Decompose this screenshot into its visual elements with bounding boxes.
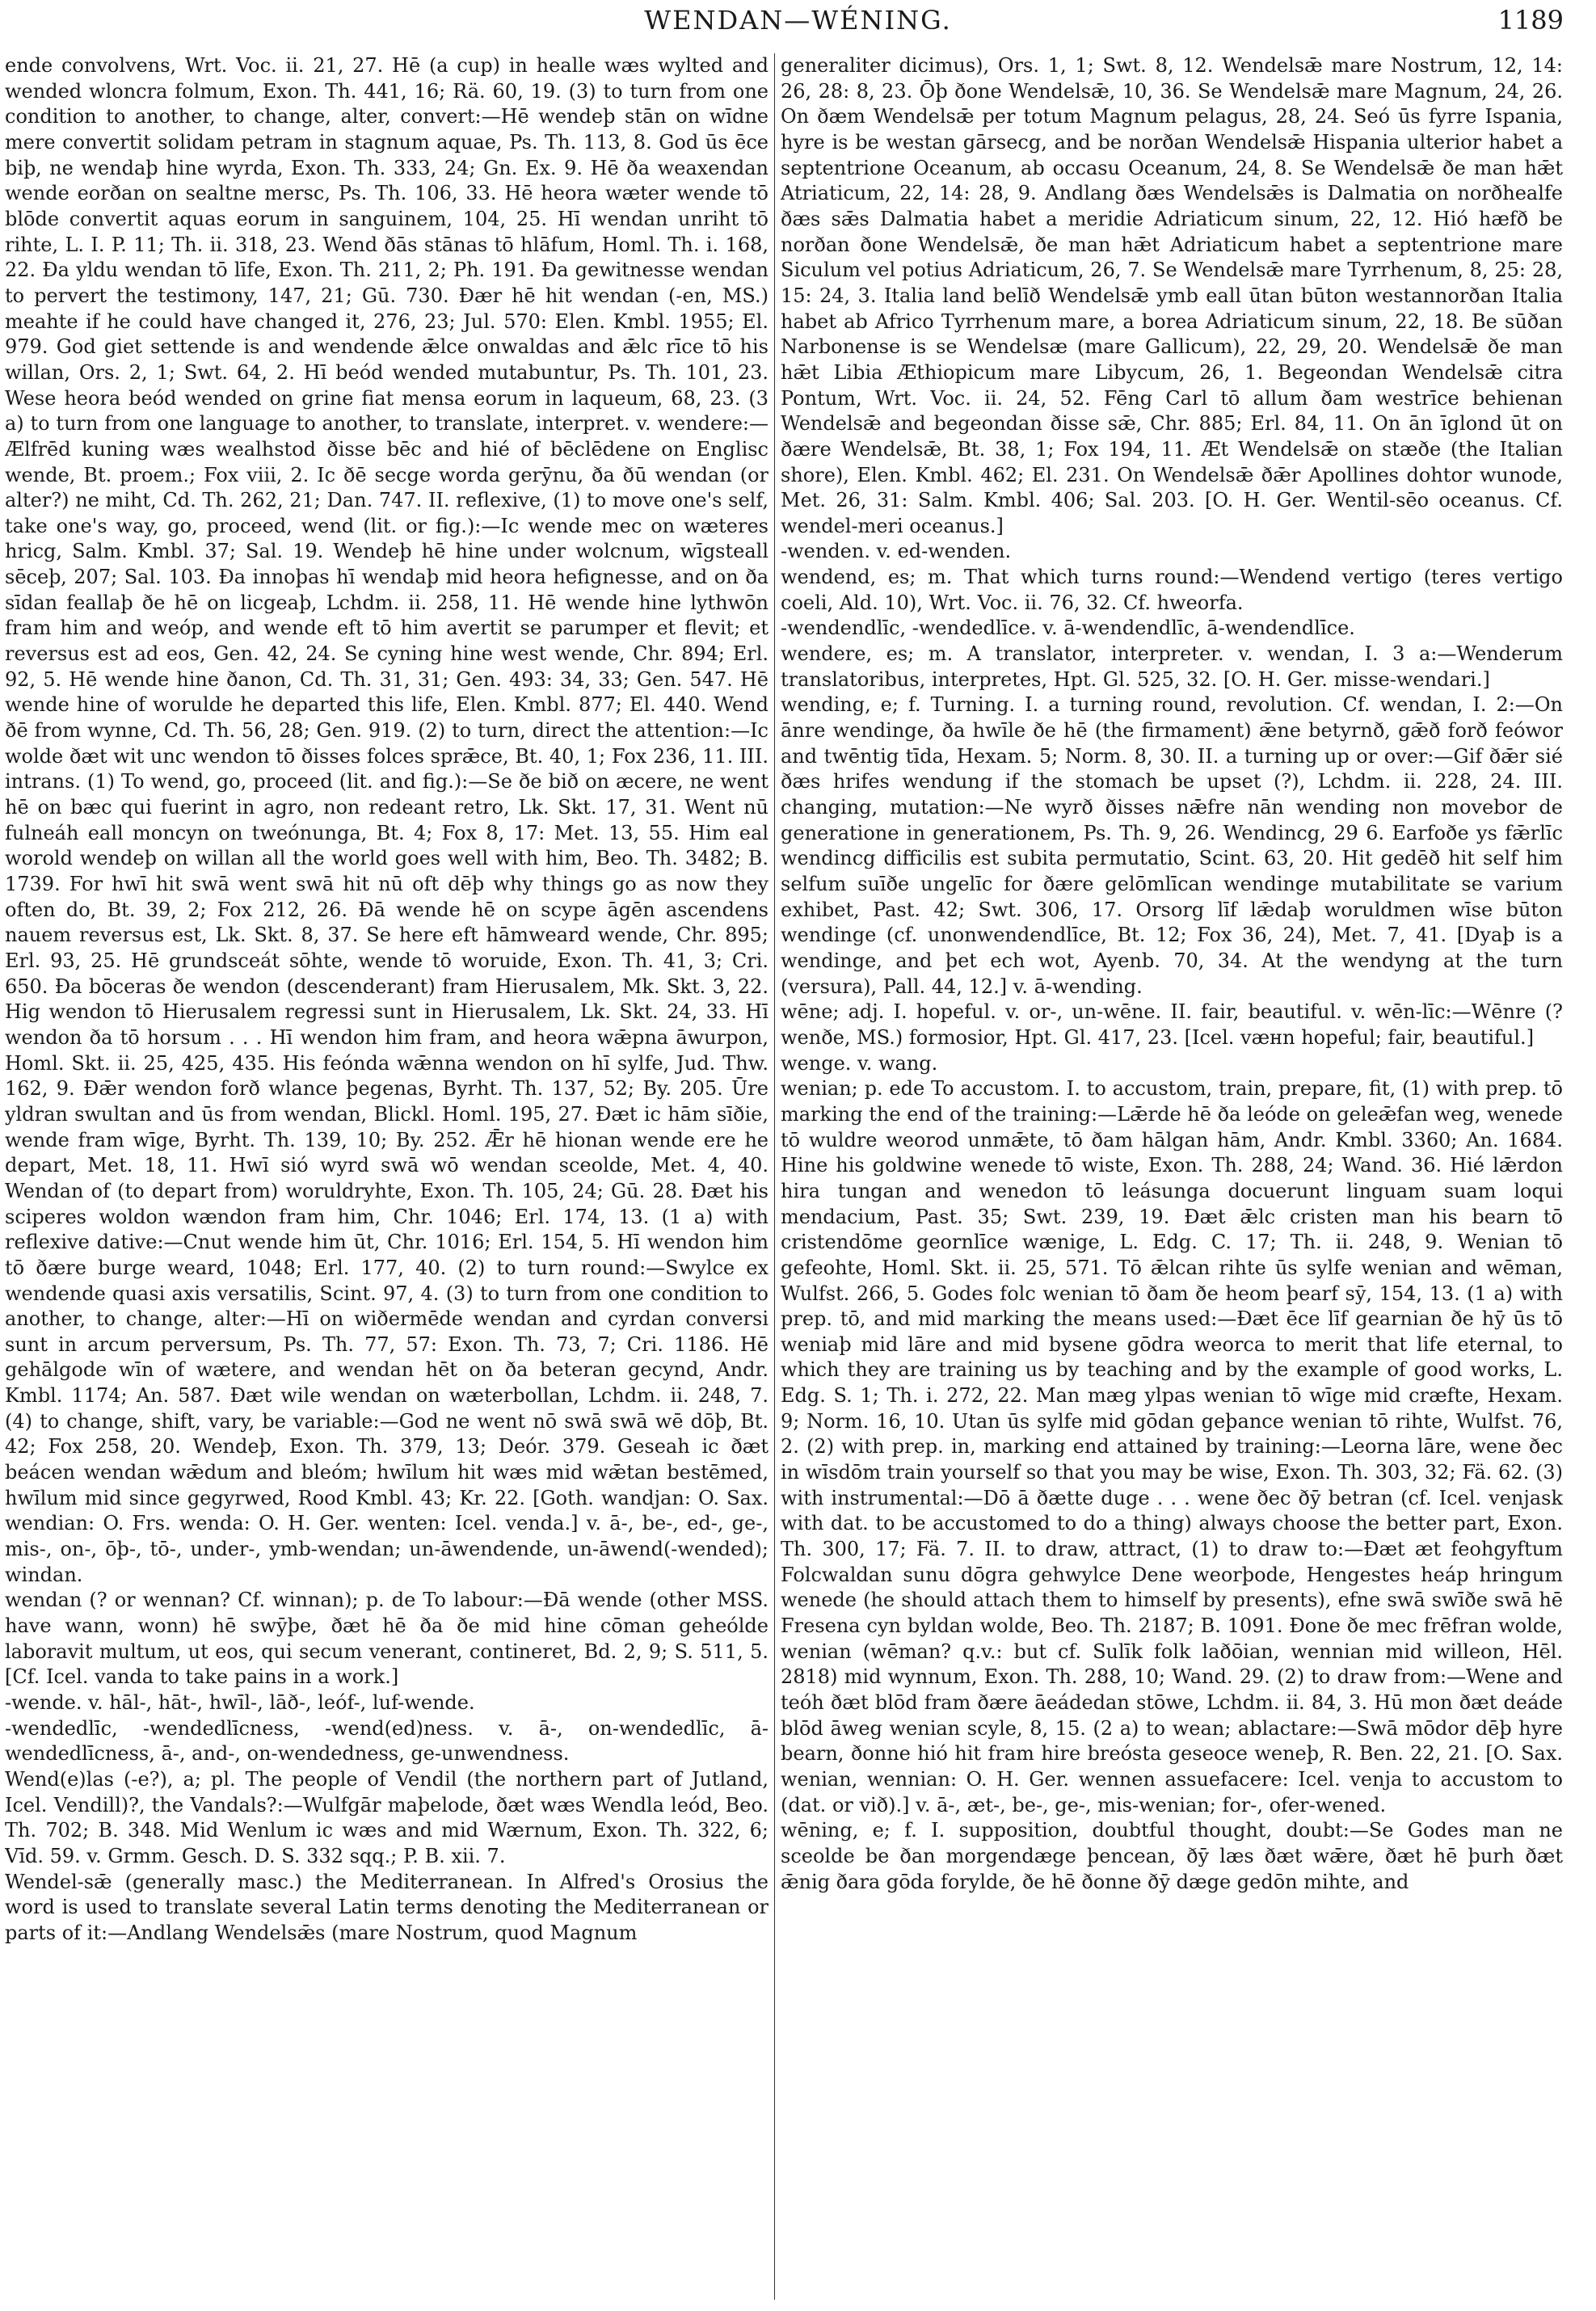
dictionary-entry: wendend, es; m. That which turns round:—Wendend vertigo (teres vertigo coeli, Ald. 10), Wrt. Voc. ii. 76, 32. Cf. hweorfa. <box>781 566 1563 614</box>
page-number: 1189 <box>1497 5 1564 36</box>
dictionary-entry: generaliter dicimus), Ors. 1, 1; Swt. 8, 12. Wendelsǣ mare Nostrum, 12, 14: 26, 28: 8, 23. Ōþ ðone Wendelsǣ, 10, 36. Se Wendelsǣ mare Magnum, 24, 26. On ðæm Wendelsǣ per totum Magnum pelagus, 28, 24. Seó ūs fyrre Ispania, hyre is be westan gārsecg, and be norðan Wendelsǣ Hispania ulterior habet a septentrione Oceanum, ab occasu Oceanum, 24, 8. Se Wendelsǣ ðe man hǣt Atriaticum, 22, 14: 28, 9. Andlang ðæs Wendelsǣs is Dalmatia on norðhealfe ðæs sǣs Dalmatia habet a meridie Adriaticum sinum, 22, 12. Hió hæfð be norðan ðone Wendelsǣ, ðe man hǣt Adriaticum habet a septentrione mare Siculum vel potius Adriaticum, 26, 7. Se Wendelsǣ mare Tyrrhenum, 8, 25: 28, 15: 24, 3. Italia land belīð Wendelsǣ ymb eall ūtan būton westannorðan Italia habet ab Africo Tyrrhenum mare, a borea Adriaticum sinum, 22, 18. Be sūðan Narbonense is se Wendelsæ (mare Gallicum), 22, 29, 20. Wendelsǣ ðe man hǣt Libia Æthiopicum mare Libycum, 26, 1. Begeondan Wendelsǣ citra Pontum, Wrt. Voc. ii. 24, 52. Fēng Carl tō allum ðam westrīce behienan Wendelsǣ and begeondan ðisse sǣ, Chr. 885; Erl. 84, 11. On ān īglond ūt on ðære Wendelsǣ, Bt. 38, 1; Fox 194, 11. Æt Wendelsǣ on stæðe (the Italian shore), Elen. Kmbl. 462; El. 231. On Wendelsǣ ðǣr Apollines dohtor wunode, Met. 26, 31: Salm. Kmbl. 406; Sal. 203. [O. H. Ger. Wentil-sēo oceanus. Cf. wendel-meri oceanus.] <box>781 54 1563 537</box>
dictionary-entry: ende convolvens, Wrt. Voc. ii. 21, 27. Hē (a cup) in healle wæs wylted and wended wloncra folmum, Exon. Th. 441, 16; Rä. 60, 19. (3) to turn from one condition to another, to change, alter, convert:—Hē wendeþ stān on wīdne mere convertit solidam petram in stagnum aquae, Ps. Th. 113, 8. God ūs ēce biþ, ne wendaþ hine wyrda, Exon. Th. 333, 24; Gn. Ex. 9. Hē ða weaxendan wende eorðan on sealtne mersc, Ps. Th. 106, 33. Hē heora wæter wende tō blōde convertit aquas eorum in sanguinem, 104, 25. Hī wendan unriht tō rihte, L. I. P. 11; Th. ii. 318, 23. Wend ðās stānas tō hlāfum, Homl. Th. i. 168, 22. Ða yldu wendan tō līfe, Exon. Th. 211, 2; Ph. 191. Ða gewitnesse wendan to pervert the testimony, 147, 21; Gū. 730. Ðær hē hit wendan (-en, MS.) meahte if he could have changed it, 276, 23; Jul. 570: Elen. Kmbl. 1955; El. 979. God giet settende is and wendende ǣlce onwaldas and ǣlc rīce tō his willan, Ors. 2, 1; Swt. 64, 2. Hī beód wended mutabuntur, Ps. Th. 101, 23. Wese heora beód wended on grine fiat mensa eorum in laqueum, 68, 23. (3 a) to turn from one language to another, to translate, interpret. v. wendere:—Ælfrēd kuning wæs wealhstod ðisse bēc and hié of bēclēdene on Englisc wende, Bt. proem.; Fox viii, 2. Ic ðē secge worda gerȳnu, ða ðū wendan (or alter?) ne miht, Cd. Th. 262, 21; Dan. 747. II. reflexive, (1) to move one's self, take one's way, go, proceed, wend (lit. or fig.):—Ic wende mec on wæteres hricg, Salm. Kmbl. 37; Sal. 19. Wendeþ hē hine under wolcnum, wīgsteall sēceþ, 207; Sal. 103. Ða innoþas hī wendaþ mid heora hefignesse, and on ða sīdan feallaþ ðe hē on licgeaþ, Lchdm. ii. 258, 11. Hē wende hine lythwōn fram him and weóp, and wende eft tō him avertit se parumper et flevit; et reversus est ad eos, Gen. 42, 24. Se cyning hine west wende, Chr. 894; Erl. 92, 5. Hē wende hine ðanon, Cd. Th. 31, 31; Gen. 493: 34, 33; Gen. 547. Hē wende hine of worulde he departed this life, Elen. Kmbl. 877; El. 440. Wend ðē from wynne, Cd. Th. 56, 28; Gen. 919. (2) to turn, direct the attention:—Ic wolde ðæt wit unc wendon tō ðisses folces sprǣce, Bt. 40, 1; Fox 236, 11. III. intrans. (1) To wend, go, proceed (lit. and fig.):—Se ðe bið on æcere, ne went hē on bæc qui fuerint in agro, non redeant retro, Lk. Skt. 17, 31. Went nū fulneáh eall moncyn on tweónunga, Bt. 4; Fox 8, 17: Met. 13, 55. Him eal worold wendeþ on willan all the world goes well with him, Beo. Th. 3482; B. 1739. For hwī hit swā went swā hit nū oft dēþ why things go as now they often do, Bt. 39, 2; Fox 212, 26. Ðā wende hē on scype āgēn ascendens nauem reversus est, Lk. Skt. 8, 37. Se here eft hāmweard wende, Chr. 895; Erl. 93, 25. Hē grundsceát sōhte, wende tō woruide, Exon. Th. 41, 3; Cri. 650. Ða bōceras ðe wendon (descenderant) fram Hierusalem, Mk. Skt. 3, 22. Hig wendon tō Hierusalem regressi sunt in Hierusalem, Lk. Skt. 24, 33. Hī wendon ða tō horsum . . . Hī wendon him fram, and heora wǣpna āwurpon, Homl. Skt. ii. 25, 425, 435. His feónda wǣnna wendon on hī sylfe, Jud. Thw. 162, 9. Ðǣr wendon forð wlance þegenas, Byrht. Th. 137, 52; By. 205. Ūre yldran swultan and ūs from wendan, Blickl. Homl. 195, 27. Ðæt ic hām sīðie, wende fram wīge, Byrht. Th. 139, 10; By. 252. Ǣr hē hionan wende ere he depart, Met. 18, 11. Hwī sió wyrd swā wō wendan sceolde, Met. 4, 40. Wendan of (to depart from) woruldryhte, Exon. Th. 105, 24; Gū. 28. Ðæt his sciperes woldon wændon fram him, Chr. 1046; Erl. 174, 13. (1 a) with reflexive dative:—Cnut wende him ūt, Chr. 1016; Erl. 154, 5. Hī wendon him tō ðære burge weard, 1048; Erl. 177, 40. (2) to turn round:—Swylce ex wendende quasi axis versatilis, Scint. 97, 4. (3) to turn from one condition to another, to change, alter:—Hī on wiðermēde wendan and cyrdan conversi sunt in arcum perversum, Ps. Th. 77, 57: Exon. Th. 73, 7; Cri. 1186. Hē gehālgode wīn of wætere, and wendan hēt on ða beteran gecynd, Andr. Kmbl. 1174; An. 587. Ðæt wile wendan on wæterbollan, Lchdm. ii. 248, 7. (4) to change, shift, vary, be variable:—God ne went nō swā swā wē dōþ, Bt. 42; Fox 258, 20. Wendeþ, Exon. Th. 379, 13; Deór. 379. Geseah ic ðæt beácen wendan wǣdum and bleóm; hwīlum hit wæs mid wǣtan bestēmed, hwīlum mid since gegyrwed, Rood Kmbl. 43; Kr. 22. [Goth. wandjan: O. Sax. wendian: O. Frs. wenda: O. H. Ger. wenten: Icel. venda.] v. ā-, be-, ed-, ge-, mis-, on-, ōþ-, tō-, under-, ymb-wendan; un-āwendende, un-āwend(-wended); windan. <box>5 54 769 1586</box>
dictionary-entry: wenian; p. ede To accustom. I. to accustom, train, prepare, fit, (1) with prep. tō marking the end of the training:—Lǣrde hē ða leóde on geleǣfan weg, wenede tō wuldre weorod unmǣte, tō ðam hālgan hām, Andr. Kmbl. 3360; An. 1684. Hine his goldwine wenede tō wiste, Exon. Th. 288, 24; Wand. 36. Hié lǣrdon hira tungan and wenedon tō leásunga docuerunt linguam suam loqui mendacium, Past. 35; Swt. 239, 19. Ðæt ǣlc cristen man his bearn tō cristendōme geornlīce wænige, L. Edg. C. 17; Th. ii. 248, 9. Wenian tō gefeohte, Homl. Skt. ii. 25, 571. Tō ǣlcan rihte ūs sylfe wenian and wēman, Wulfst. 266, 5. Godes folc wenian tō ðam ðe heom þearf sȳ, 154, 13. (1 a) with prep. tō, and mid marking the means used:—Ðæt ēce līf gearnian ðe hȳ ūs tō weniaþ mid lāre and mid bysene gōdra weorca to merit that life eternal, to which they are training us by teaching and by the example of good works, L. Edg. S. 1; Th. i. 272, 22. Man mæg ylpas wenian tō wīge mid cræfte, Hexam. 9; Norm. 16, 10. Utan ūs sylfe mid gōdan geþance wenian tō rihte, Wulfst. 76, 2. (2) with prep. in, marking end attained by training:—Leorna lāre, wene ðec in wīsdōm train yourself so that you may be wise, Exon. Th. 303, 32; Fä. 62. (3) with instrumental:—Dō ā ðætte duge . . . wene ðec ðȳ betran (cf. Icel. venjask with dat. to be accustomed to do a thing) always choose the better part, Exon. Th. 300, 17; Fä. 7. II. to draw, attract, (1) to draw to:—Ðæt æt feohgyftum Folcwaldan sunu dōgra gehwylce Dene weorþode, Hengestes heáp hringum wenede (he should attach them to himself by presents), efne swā swīðe swā hē Fresena cyn byldan wolde, Beo. Th. 2187; B. 1091. Ðone ðe mec frēfran wolde, wenian (wēman? q.v.: but cf. Sulīk folk laðōian, wennian mid willeon, Hēl. 2818) mid wynnum, Exon. Th. 288, 10; Wand. 29. (2) to draw from:—Wene and teóh ðæt blōd fram ðære āeádedan stōwe, Lchdm. ii. 84, 3. Hū mon ðæt deáde blōd āweg wenian scyle, 8, 15. (2 a) to wean; ablactare:—Swā mōdor dēþ hyre bearn, ðonne hió hit fram hire breósta geseoce weneþ, R. Ben. 22, 21. [O. Sax. wenian, wennian: O. H. Ger. wennen assuefacere: Icel. venja to accustom to (dat. or við).] v. ā-, æt-, be-, ge-, mis-wenian; for-, ofer-wened. <box>781 1077 1563 1816</box>
dictionary-entry: wēne; adj. I. hopeful. v. or-, un-wēne. II. fair, beautiful. v. wēn-līc:—Wēnre (? wenðe, MS.) formosior, Hpt. Gl. 417, 23. [Icel. væнn hopeful; fair, beautiful.] <box>781 1000 1563 1049</box>
page-title: WENDAN—WÉNING. <box>644 5 952 36</box>
dictionary-entry: Wendel-sǣ (generally masc.) the Mediterranean. In Alfred's Orosius the word is used to translate several Latin terms denoting the Mediterranean or parts of it:—Andlang Wendelsǣs (mare Nostrum, quod Magnum <box>5 1870 769 1944</box>
dictionary-entry: wendan (? or wennan? Cf. winnan); p. de To labour:—Ðā wende (other MSS. have wann, wonn) hē swȳþe, ðæt hē ða ðe mid hine cōman geheólde laboravit multum, ut eos, qui secum venerant, contineret, Bd. 2, 9; S. 511, 5. [Cf. Icel. vanda to take pains in a work.] <box>5 1589 769 1689</box>
right-column <box>781 53 1563 2304</box>
dictionary-entry: wenge. v. wang. <box>781 1051 938 1075</box>
dictionary-entry: wending, e; f. Turning. I. a turning round, revolution. Cf. wendan, I. 2:—On ānre wendinge, ða hwīle ðe hē (the firmament) ǣne betyrnð, gǣð forð feówor and twēntig tīda, Hexam. 5; Norm. 8, 30. II. a turning up or over:—Gif ðǣr sié ðæs hrifes wendung if the stomach be upset (?), Lchdm. ii. 228, 24. III. changing, mutation:—Ne wyrð ðisses nǣfre nān wending non movebor de generatione in generationem, Ps. Th. 9, 26. Wendincg, 29 6. Earfoðe ys fǣrlīc wendincg difficilis est subita permutatio, Scint. 63, 20. Hit gedēð hit self him selfum suīðe ungelīc for ðære gelōmlīcan wendinge mutabilitate se varium exhibet, Past. 42; Swt. 306, 17. Orsorg līf lǣdaþ woruldmen wīse būton wendinge (cf. unonwendendlīce, Bt. 12; Fox 36, 24), Met. 7, 41. [Dyaþ is a wendinge, and þet ech wot, Ayenb. 70, 34. At the wendyng at the turn (versura), Pall. 44, 12.] v. ā-wending. <box>781 693 1563 998</box>
dictionary-entry: -wendedlīc, -wendedlīcness, -wend(ed)ness. v. ā-, on-wendedlīc, ā-wendedlīcness, ā-, and-, on-wendedness, ge-unwendness. <box>5 1716 769 1766</box>
dictionary-entry: wendere, es; m. A translator, interpreter. v. wendan, I. 3 a:—Wenderum translatoribus, interpretes, Hpt. Gl. 525, 32. [O. H. Ger. misse-wendari.] <box>781 642 1563 691</box>
dictionary-entry: -wende. v. hāl-, hāt-, hwīl-, lāð-, leóf-, luf-wende. <box>5 1691 475 1714</box>
dictionary-entry: wēning, e; f. I. supposition, doubtful thought, doubt:—Se Godes man ne sceolde be ðan morgendæge þencean, ðȳ læs ðæt wǣre, ðæt hē þurh ðæt ǣnig ðara gōda forylde, ðe hē ðonne ðȳ dæge gedōn mihte, and <box>781 1819 1563 1893</box>
left-column <box>5 53 769 2304</box>
dictionary-entry: -wendendlīc, -wendedlīce. v. ā-wendendlīc, ā-wendendlīce. <box>781 617 1355 640</box>
dictionary-entry: -wenden. v. ed-wenden. <box>781 540 1012 563</box>
page-header <box>0 0 1596 48</box>
column-divider <box>774 53 775 2300</box>
dictionary-entry: Wend(e)las (-e?), a; pl. The people of Vendil (the northern part of Jutland, Icel. Vendill)?, the Vandals?:—Wulfgār maþelode, ðæt wæs Wendla leód, Beo. Th. 702; B. 348. Mid Wenlum ic wæs and mid Wærnum, Exon. Th. 322, 6; Vīd. 59. v. Grmm. Gesch. D. S. 332 sqq.; P. B. xii. 7. <box>5 1767 769 1867</box>
